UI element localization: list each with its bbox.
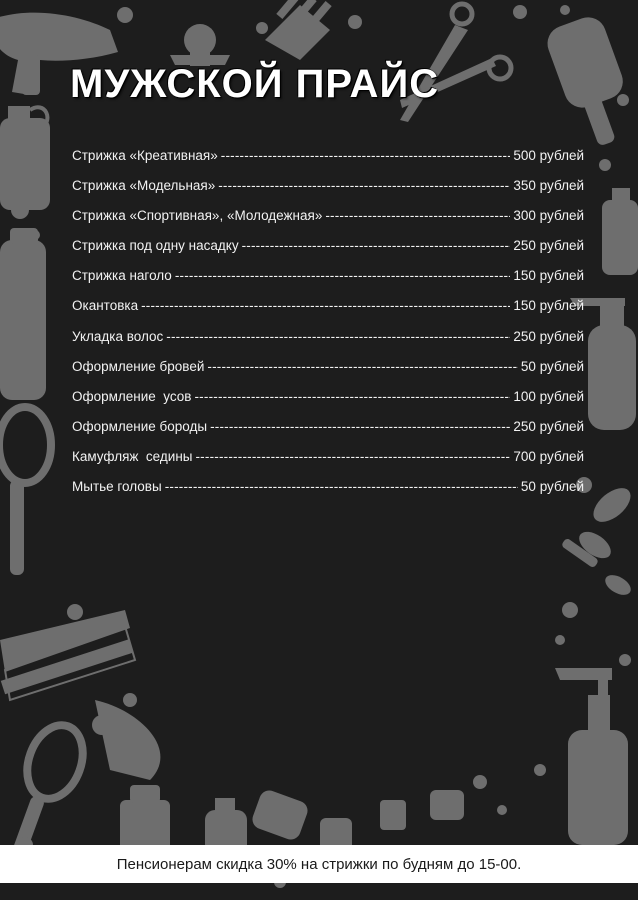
- service-price: 150 рублей: [513, 298, 584, 314]
- price-row: [72, 359, 584, 389]
- leader-dashes: [141, 298, 510, 313]
- leader-dashes: [210, 419, 510, 434]
- service-price: 250 рублей: [513, 418, 584, 434]
- leader-dashes: [207, 359, 518, 374]
- service-price: 300 рублей: [513, 208, 584, 224]
- service-price: 100 рублей: [513, 388, 584, 404]
- leader-dashes: [175, 268, 511, 283]
- spray-bottle-icon: [0, 106, 50, 210]
- hand-mirror-icon: [0, 407, 51, 575]
- service-name: Стрижка «Модельная»: [72, 178, 216, 194]
- price-row: [72, 148, 584, 178]
- page-title: МУЖСКОЙ ПРАЙС: [70, 62, 440, 106]
- leader-dashes: [242, 238, 511, 253]
- clipper-icon: [92, 700, 160, 780]
- price-row: [72, 268, 584, 298]
- leader-dashes: [325, 208, 510, 223]
- price-row: [72, 208, 584, 238]
- price-row: [72, 298, 584, 328]
- service-price: 150 рублей: [513, 268, 584, 284]
- price-row: [72, 419, 584, 449]
- service-price: 50 рублей: [520, 358, 584, 374]
- service-name: Стрижка «Креативная»: [72, 148, 218, 163]
- price-row: [72, 178, 584, 208]
- service-name: Оформление усов: [72, 388, 192, 404]
- service-price: 50 рублей: [520, 479, 584, 495]
- service-price: 700 рублей: [513, 448, 584, 464]
- spray-can-icon: [602, 188, 638, 275]
- leader-dashes: [195, 449, 510, 464]
- leader-dashes: [166, 329, 510, 344]
- service-name: Стрижка под одну насадку: [72, 238, 239, 254]
- price-row: [72, 389, 584, 419]
- wide-comb-icon: [0, 610, 135, 700]
- hair-brush-icon: [542, 12, 627, 146]
- service-name: Оформление бровей: [72, 358, 205, 374]
- service-price: 250 рублей: [513, 328, 584, 344]
- price-row: [72, 449, 584, 479]
- price-row: [72, 329, 584, 359]
- service-price: 500 рублей: [513, 148, 584, 163]
- price-row: [72, 238, 584, 268]
- round-brush-icon: [170, 24, 230, 66]
- leader-dashes: [165, 479, 518, 494]
- service-price: 250 рублей: [513, 238, 584, 254]
- service-price: 350 рублей: [513, 178, 584, 194]
- leader-dashes: [221, 148, 511, 163]
- service-name: Мытье головы: [72, 479, 162, 495]
- service-name: Окантовка: [72, 298, 139, 314]
- service-name: Стрижка наголо: [72, 268, 172, 284]
- comb-icon: [265, 0, 332, 60]
- leader-dashes: [194, 389, 510, 404]
- service-name: Камуфляж седины: [72, 448, 193, 464]
- leader-dashes: [218, 178, 510, 193]
- discount-note: Пенсионерам скидка 30% на стрижки по будням до 15-00.: [0, 845, 638, 883]
- service-name: Укладка волос: [72, 328, 164, 344]
- price-row: [72, 479, 584, 509]
- price-list: [72, 148, 584, 509]
- service-name: Стрижка «Спортивная», «Молодежная»: [72, 208, 323, 224]
- hairspray-can-icon: [0, 228, 46, 400]
- lotion-pump-icon: [555, 668, 628, 845]
- service-name: Оформление бороды: [72, 418, 208, 434]
